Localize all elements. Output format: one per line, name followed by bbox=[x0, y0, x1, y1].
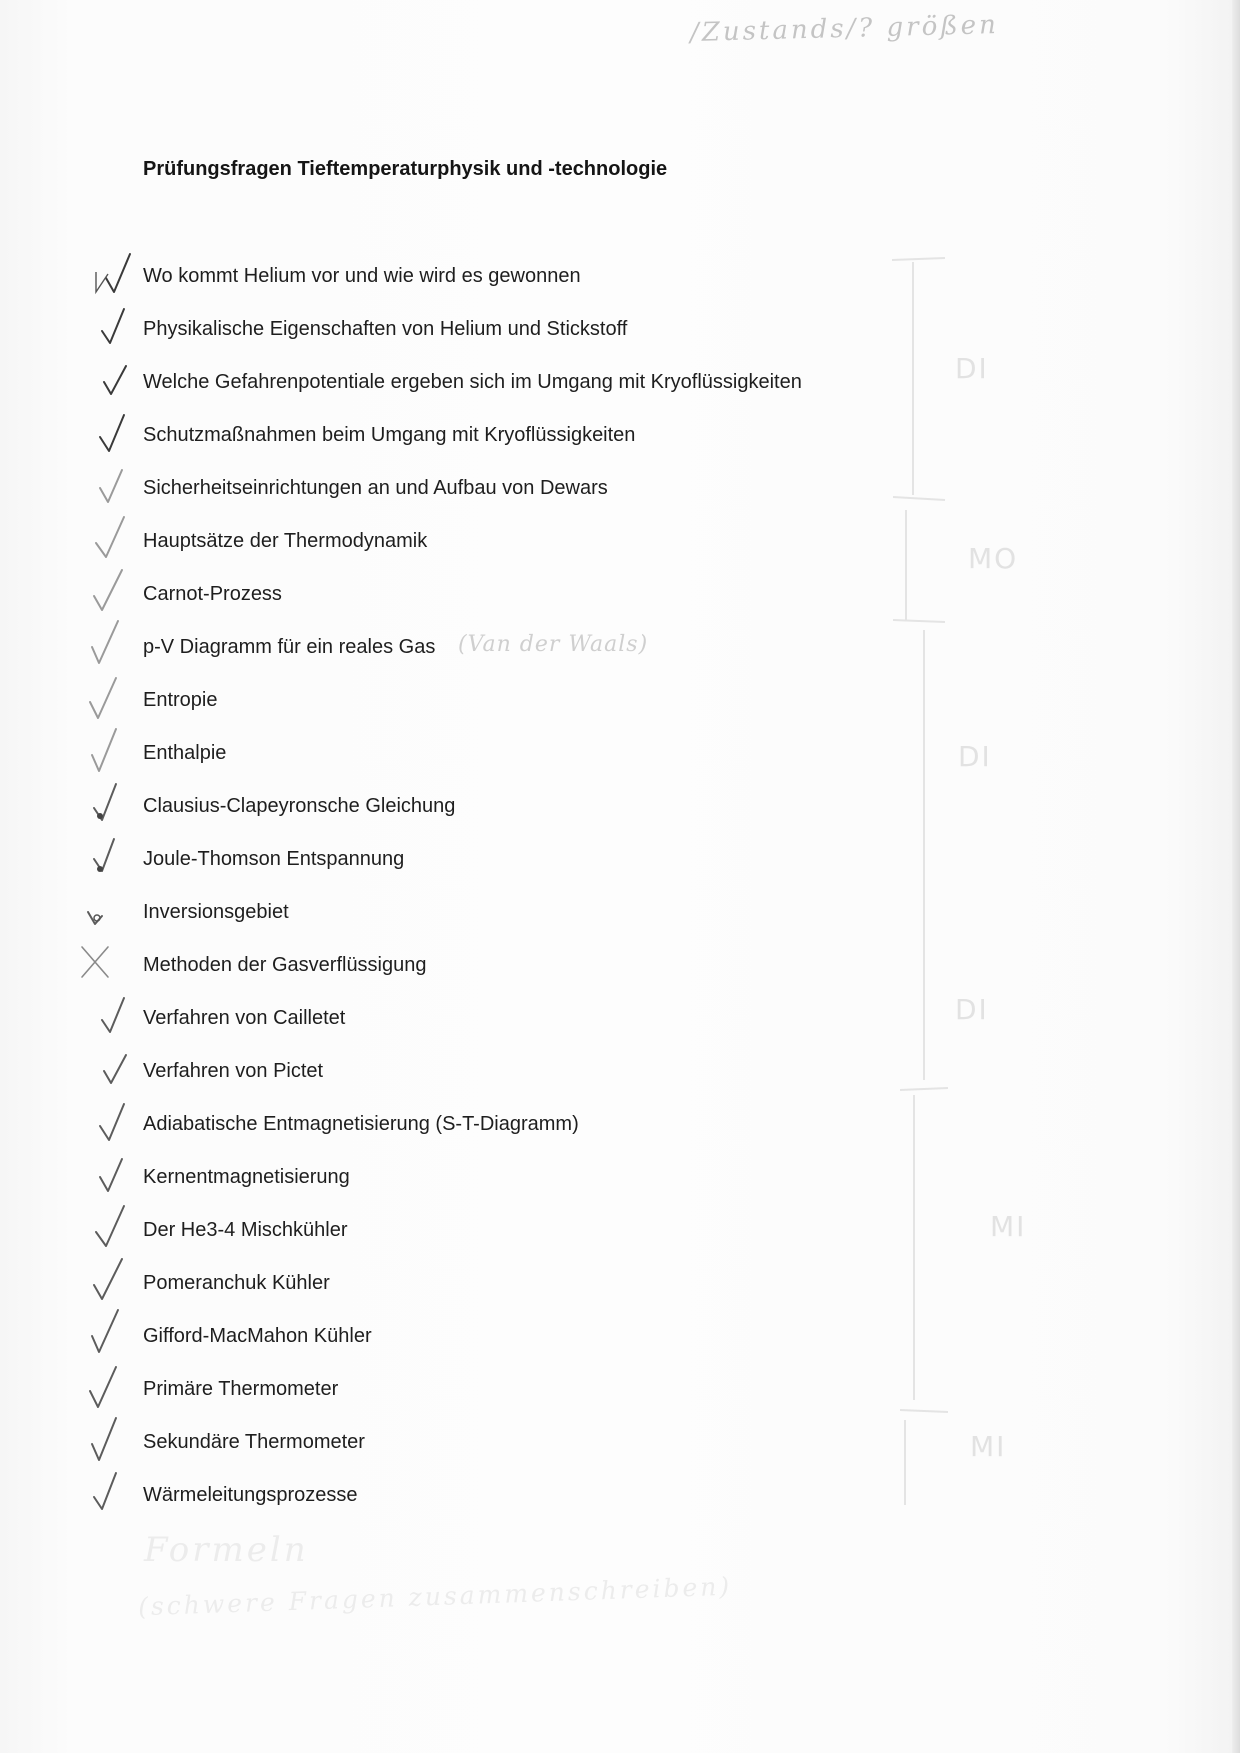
question-item: Primäre Thermometer bbox=[143, 1378, 339, 1400]
question-item: Carnot-Prozess bbox=[143, 583, 282, 605]
question-item: Inversionsgebiet bbox=[143, 901, 289, 923]
margin-label: MI bbox=[990, 1210, 1027, 1243]
handwritten-pv-note: (Van der Waals) bbox=[458, 632, 649, 657]
question-item: Adiabatische Entmagnetisierung (S-T-Diagramm) bbox=[143, 1113, 579, 1135]
handwritten-top-note: /Zustands/? größen bbox=[689, 9, 1000, 49]
page-title: Prüfungsfragen Tieftemperaturphysik und -technologie bbox=[143, 158, 668, 180]
question-item: Enthalpie bbox=[143, 742, 227, 764]
question-item: Schutzmaßnahmen beim Umgang mit Kryoflüssigkeiten bbox=[143, 424, 636, 446]
question-item: Verfahren von Cailletet bbox=[143, 1007, 346, 1029]
question-item: Entropie bbox=[143, 689, 218, 711]
handwritten-bottom-note-line2: (schwere Fragen zusammenschreiben) bbox=[137, 1571, 733, 1622]
question-item: Clausius-Clapeyronsche Gleichung bbox=[143, 795, 456, 817]
question-item: Methoden der Gasverflüssigung bbox=[143, 954, 427, 976]
question-item: Welche Gefahrenpotentiale ergeben sich im Umgang mit Kryoflüssigkeiten bbox=[143, 371, 802, 393]
question-item: p-V Diagramm für ein reales Gas bbox=[143, 636, 436, 658]
question-item: Sicherheitseinrichtungen an und Aufbau von Dewars bbox=[143, 477, 608, 499]
handwritten-bottom-note-line1: Formeln bbox=[144, 1530, 309, 1570]
question-item: Verfahren von Pictet bbox=[143, 1060, 324, 1082]
question-item: Pomeranchuk Kühler bbox=[143, 1272, 330, 1294]
margin-label: DI bbox=[955, 993, 989, 1026]
margin-label: DI bbox=[958, 740, 992, 773]
question-item: Hauptsätze der Thermodynamik bbox=[143, 530, 428, 552]
margin-label: MI bbox=[970, 1430, 1007, 1463]
question-item: Wärmeleitungsprozesse bbox=[143, 1484, 358, 1506]
margin-label: DI bbox=[955, 352, 989, 385]
question-item: Wo kommt Helium vor und wie wird es gewonnen bbox=[143, 265, 581, 287]
question-item: Kernentmagnetisierung bbox=[143, 1166, 350, 1188]
question-item: Gifford-MacMahon Kühler bbox=[143, 1325, 372, 1347]
question-item: Joule-Thomson Entspannung bbox=[143, 848, 405, 870]
margin-label: MO bbox=[968, 542, 1019, 575]
question-item: Der He3-4 Mischkühler bbox=[143, 1219, 348, 1241]
question-item: Physikalische Eigenschaften von Helium und Stickstoff bbox=[143, 318, 628, 340]
question-item: Sekundäre Thermometer bbox=[143, 1431, 365, 1453]
